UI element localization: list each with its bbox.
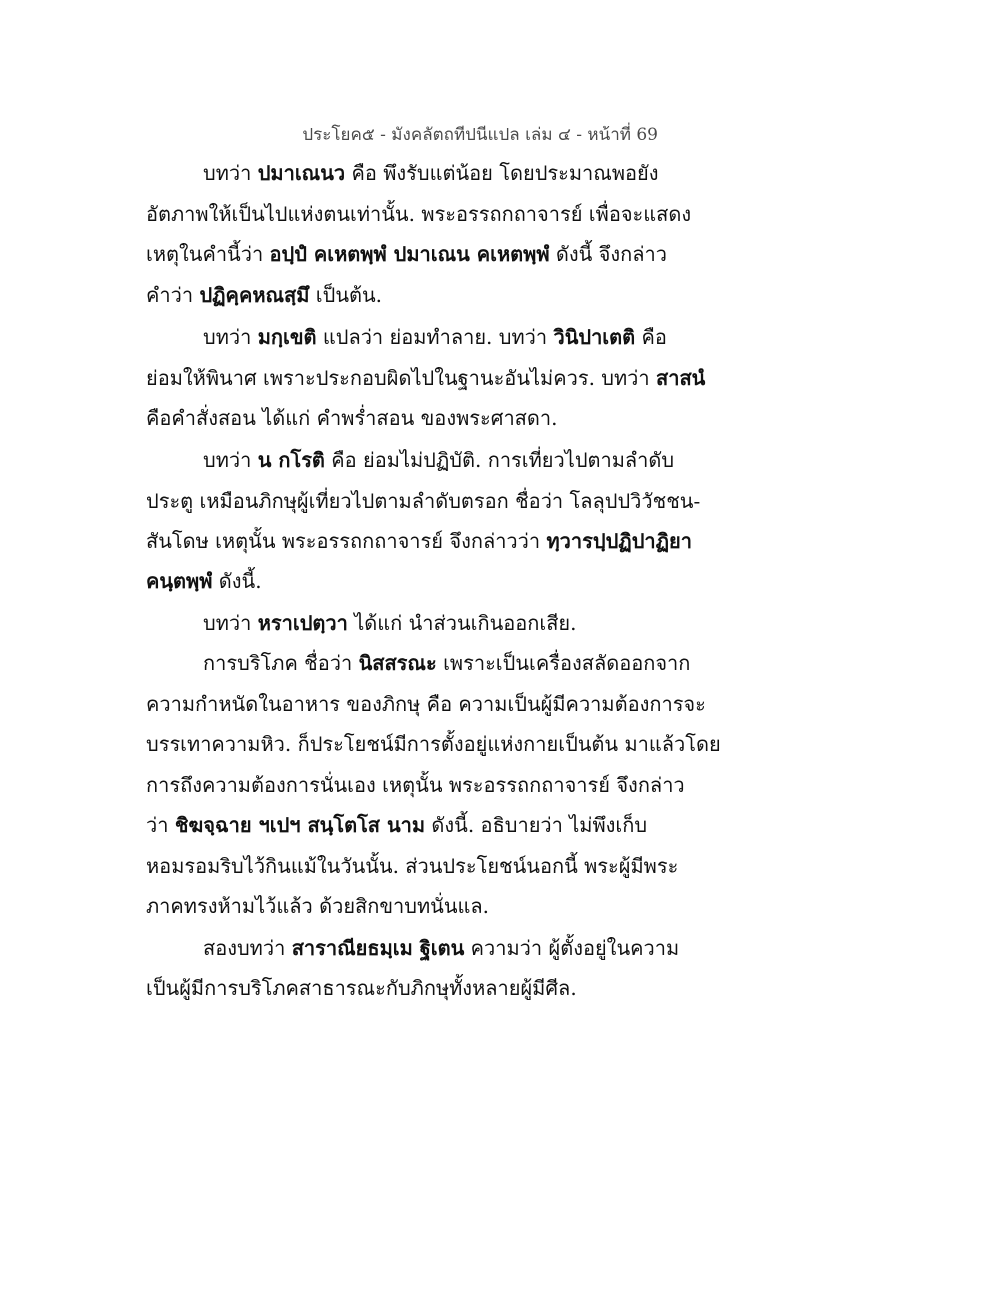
text-segment: หอมรอมริบไว้กินแม้ในวันนั้น. ส่วนประโยชน์นอกนี้ พระผู้มีพระ [146, 854, 679, 878]
bold-term: มกฺเขติ [257, 325, 317, 349]
text-segment: ภาคทรงห้ามไว้แล้ว ด้วยสิกขาบทนั่นแล. [146, 894, 489, 918]
text-segment: คือ ย่อมไม่ปฏิบัติ. การเที่ยวไปตามลำดับ [324, 448, 675, 472]
text-segment: คำว่า [146, 283, 200, 307]
text-segment: ดังนี้ จึงกล่าว [549, 242, 667, 266]
text-line [146, 975, 577, 1001]
text-segment: เพราะเป็นเครื่องสลัดออกจาก [436, 651, 691, 675]
bold-term: ทฺวารปฺปฏิปาฏิยา [546, 529, 692, 553]
text-segment: ดังนี้. อธิบายว่า ไม่พึงเก็บ [425, 813, 648, 837]
bold-term: นิสสรณะ [358, 651, 437, 675]
bold-term: คนฺตพฺพํ [146, 569, 213, 593]
text-line [146, 201, 691, 227]
bold-term: วินิปาเตติ [553, 325, 636, 349]
text-segment: เป็นต้น. [309, 283, 383, 307]
text-line [146, 241, 667, 267]
text-segment: การถึงความต้องการนั่นเอง เหตุนั้น พระอรรถกถาจารย์ จึงกล่าว [146, 773, 685, 797]
text-line [146, 568, 262, 594]
text-segment: สองบทว่า [203, 936, 292, 960]
text-segment: เป็นผู้มีการบริโภคสาธารณะกับภิกษุทั้งหลายผู้มีศีล. [146, 976, 577, 1000]
text-segment: ได้แก่ นำส่วนเกินออกเสีย. [347, 611, 577, 635]
text-segment: บรรเทาความหิว. ก็ประโยชน์มีการตั้งอยู่แห่งกายเป็นต้น มาแล้วโดย [146, 732, 721, 756]
text-segment: บทว่า [203, 161, 258, 185]
text-line [146, 405, 557, 431]
text-segment: ว่า [146, 813, 175, 837]
bold-term: น กโรติ [257, 448, 325, 472]
bold-term: ปมาเณนว [257, 161, 346, 185]
text-segment: อัตภาพให้เป็นไปแห่งตนเท่านั้น. พระอรรถกถาจารย์ เพื่อจะแสดง [146, 202, 692, 226]
bold-term: หราเปตฺวา [257, 611, 348, 635]
bold-term: ชิฆจฺฉาย ฯเปฯ สนฺโตโส นาม [174, 813, 426, 837]
text-line [146, 853, 678, 879]
bold-term: อปฺปํ คเหตพฺพํ ปมาเณน คเหตพฺพํ [269, 242, 550, 266]
text-line [146, 528, 692, 554]
text-segment: คือ [635, 325, 667, 349]
bold-term: ปฏิคฺคหณสฺมึ [199, 283, 310, 307]
text-line [203, 610, 577, 636]
text-line [146, 893, 489, 919]
text-segment: ดังนี้. [212, 569, 262, 593]
text-segment: แปลว่า ย่อมทำลาย. บทว่า [316, 325, 554, 349]
text-segment: ย่อมให้พินาศ เพราะประกอบผิดไปในฐานะอันไม่ควร. บทว่า [146, 366, 656, 390]
text-line [146, 282, 382, 308]
text-line [203, 935, 679, 961]
text-segment: ความว่า ผู้ตั้งอยู่ในความ [464, 936, 680, 960]
page-header: ประโยค๕ - มังคลัตถทีปนีแปล เล่ม ๔ - หน้าที่ 69 [302, 125, 658, 145]
text-line [203, 447, 674, 473]
text-segment: คือ พึงรับแต่น้อย โดยประมาณพอยัง [345, 161, 659, 185]
text-line [203, 160, 659, 186]
bold-term: สาสนํ [656, 366, 706, 390]
text-segment: บทว่า [203, 325, 258, 349]
text-line [146, 772, 685, 798]
text-segment: ความกำหนัดในอาหาร ของภิกษุ คือ ความเป็นผู้มีความต้องการจะ [146, 692, 706, 716]
text-line [146, 812, 647, 838]
text-segment: เหตุในคำนี้ว่า [146, 242, 270, 266]
text-line [146, 691, 706, 717]
text-line [203, 650, 690, 676]
text-segment: บทว่า [203, 611, 258, 635]
text-line [146, 488, 700, 514]
text-line [203, 324, 667, 350]
text-line [146, 731, 721, 757]
text-line [146, 365, 705, 391]
text-segment: คือคำสั่งสอน ได้แก่ คำพร่ำสอน ของพระศาสดา. [146, 406, 558, 430]
text-segment: สันโดษ เหตุนั้น พระอรรถกถาจารย์ จึงกล่าวว่า [146, 529, 547, 553]
text-segment: ประตู เหมือนภิกษุผู้เที่ยวไปตามลำดับตรอก ชื่อว่า โลลุปปวิวัชชน- [146, 489, 701, 513]
text-segment: บทว่า [203, 448, 258, 472]
bold-term: สาราณียธมฺเม ฐิเตน [291, 936, 465, 960]
text-segment: การบริโภค ชื่อว่า [203, 651, 359, 675]
